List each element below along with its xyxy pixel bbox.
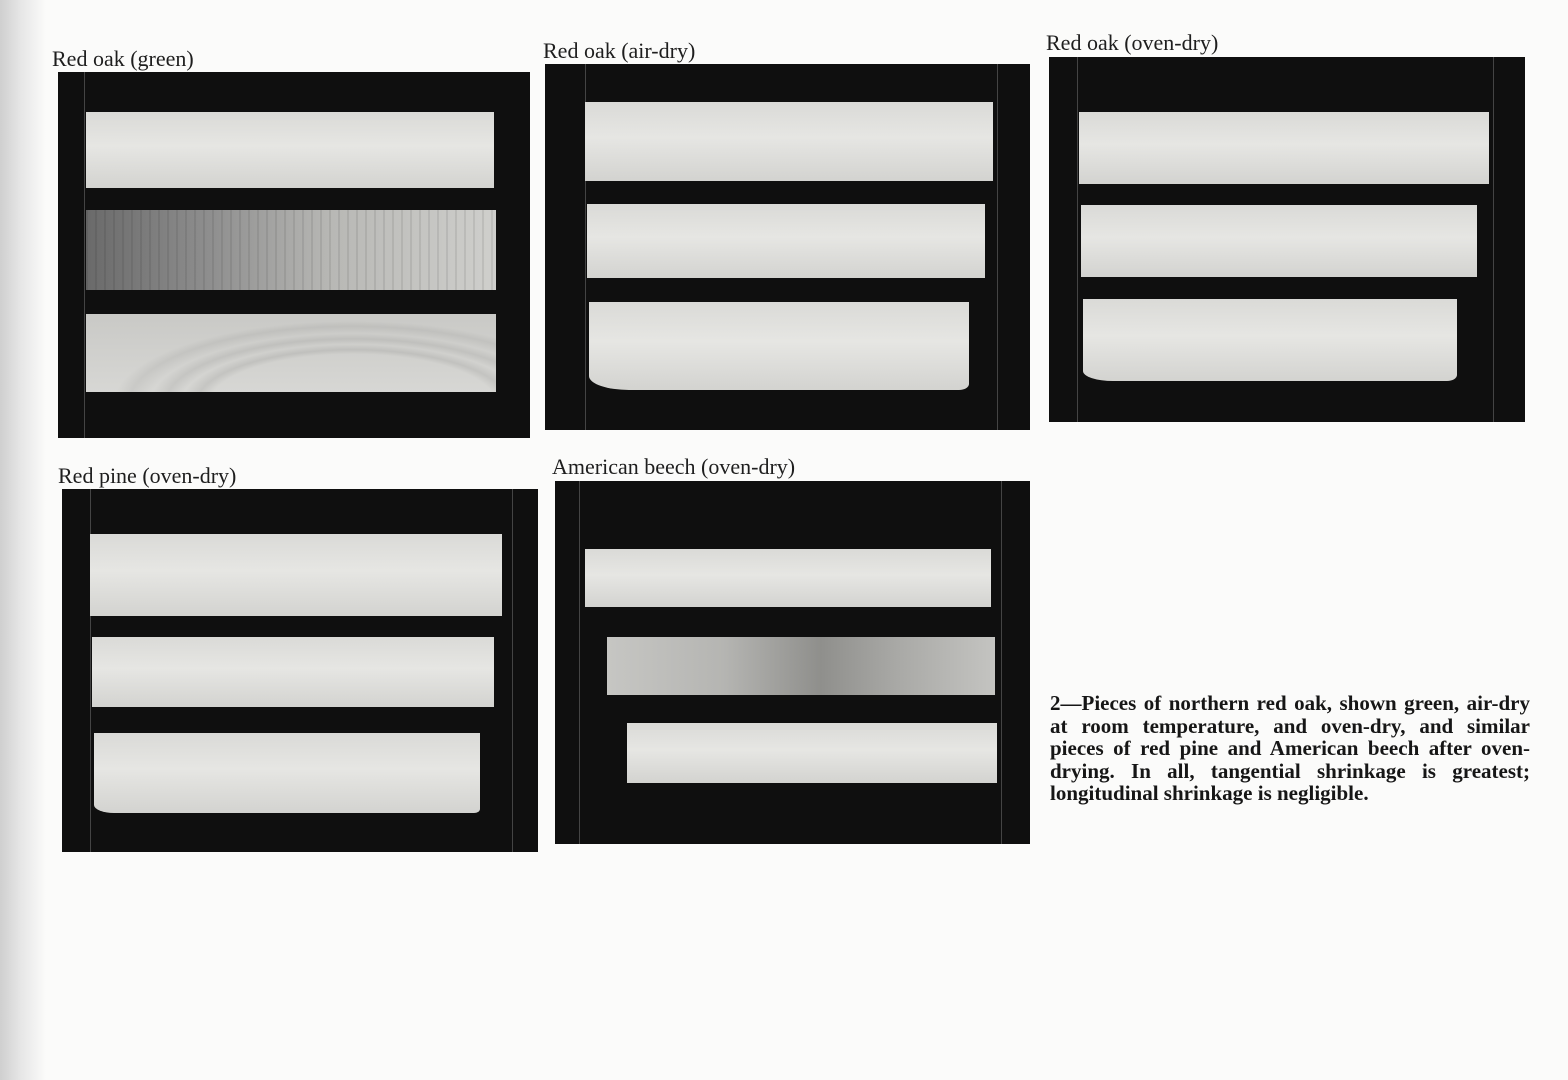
board-piece-1 [585,549,991,607]
board-piece-1 [1079,112,1489,184]
photo-edge-line [997,64,998,430]
panel-label-red-oak-air-dry: Red oak (air-dry) [543,38,696,63]
photo-red-oak-green [58,72,530,438]
photo-edge-line [84,72,85,438]
board-piece-2 [92,637,494,707]
panel-label-red-oak-green: Red oak (green) [52,46,194,71]
board-piece-1 [86,112,494,188]
figure-caption: 2—Pieces of northern red oak, shown green, air-dry at room temperature, and oven-dry, and similar pieces of red pine and American beech after oven-drying. In all, tangential shrinkage is greatest; longitudinal shrinkage is negligible. [1050,691,1530,806]
board-piece-2 [86,210,496,290]
board-piece-3 [1083,299,1457,381]
board-piece-1 [90,534,502,616]
photo-edge-line [1493,57,1494,422]
board-piece-2 [1081,205,1477,277]
board-piece-2 [607,637,995,695]
photo-edge-line [1077,57,1078,422]
photo-red-oak-oven-dry [1049,57,1525,422]
photo-edge-line [512,489,513,852]
panel-label-red-oak-oven-dry: Red oak (oven-dry) [1046,30,1219,55]
photo-edge-line [579,481,580,844]
photo-red-oak-air-dry [545,64,1030,430]
page-gutter-shadow [0,0,46,1080]
panel-label-red-pine-oven-dry: Red pine (oven-dry) [58,463,237,488]
photo-edge-line [1001,481,1002,844]
board-piece-2 [587,204,985,278]
board-piece-3 [94,733,480,813]
board-piece-1 [585,102,993,181]
panel-label-american-beech-oven-dry: American beech (oven-dry) [552,454,796,479]
photo-american-beech-oven-dry [555,481,1030,844]
board-piece-3 [589,302,969,390]
board-piece-3 [86,314,496,392]
photo-red-pine-oven-dry [62,489,538,852]
board-piece-3 [627,723,997,783]
